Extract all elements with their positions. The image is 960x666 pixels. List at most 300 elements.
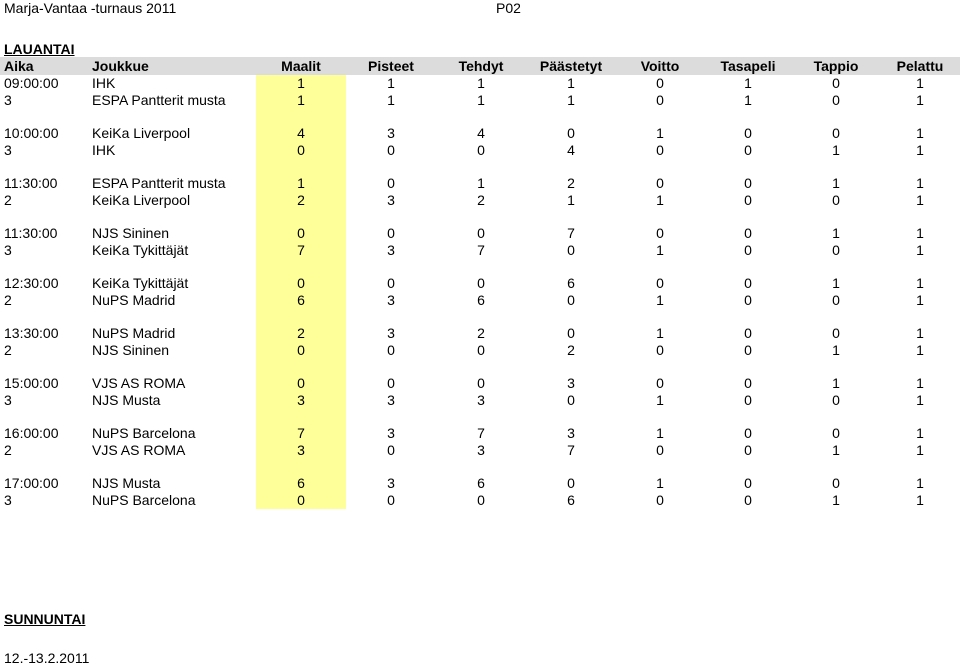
column-header: Joukkue (88, 57, 256, 75)
table-cell: 0 (567, 242, 575, 258)
table-cell: NJS Musta (92, 475, 161, 491)
spacer-cell (88, 209, 256, 225)
spacer-cell (346, 359, 436, 375)
table-cell: 3 (4, 142, 12, 158)
spacer-cell (704, 109, 792, 125)
spacer-cell (0, 409, 88, 425)
table-cell: 0 (832, 192, 840, 208)
table-cell: 1 (916, 242, 924, 258)
table-cell: 0 (656, 142, 664, 158)
table-cell: 1 (916, 175, 924, 191)
table-cell: 0 (256, 225, 346, 242)
spacer-cell (0, 459, 88, 475)
spacer-cell (436, 359, 526, 375)
spacer-cell (0, 359, 88, 375)
table-cell: 0 (387, 375, 395, 391)
table-cell: VJS AS ROMA (92, 442, 186, 458)
table-cell: KeiKa Tykittäjät (92, 242, 189, 258)
table-cell: 0 (387, 492, 395, 508)
table-cell: 2 (4, 292, 12, 308)
table-cell: 4 (477, 125, 485, 141)
spacer-cell (346, 209, 436, 225)
spacer-cell (346, 109, 436, 125)
table-cell: 6 (567, 275, 575, 291)
spacer-cell (436, 309, 526, 325)
table-cell: 3 (387, 125, 395, 141)
table-cell: 2 (477, 325, 485, 341)
table-row (0, 275, 960, 292)
table-cell: 0 (656, 92, 664, 108)
spacer-cell (526, 309, 616, 325)
table-cell: 6 (477, 292, 485, 308)
spacer-cell (436, 409, 526, 425)
table-row (0, 75, 960, 92)
spacer-cell (792, 259, 880, 275)
table-row (0, 392, 960, 409)
spacer-cell (704, 409, 792, 425)
table-cell: 0 (744, 475, 752, 491)
spacer-cell (616, 409, 704, 425)
spacer-cell (88, 459, 256, 475)
table-cell: 1 (916, 375, 924, 391)
table-cell: 0 (387, 142, 395, 158)
table-row (0, 342, 960, 359)
spacer-cell (436, 259, 526, 275)
table-row (0, 225, 960, 242)
table-cell: ESPA Pantterit musta (92, 92, 226, 108)
spacer-cell (880, 259, 960, 275)
table-cell: 6 (567, 492, 575, 508)
spacer-cell (616, 209, 704, 225)
section-sunday: SUNNUNTAI (4, 611, 86, 627)
table-cell: 0 (477, 375, 485, 391)
table-cell: 12:30:00 (4, 275, 59, 291)
table-cell: 1 (477, 75, 485, 91)
table-cell: KeiKa Liverpool (92, 125, 191, 141)
spacer-cell (880, 159, 960, 175)
table-row (0, 425, 960, 442)
table-cell: 1 (567, 192, 575, 208)
spacer-cell (704, 159, 792, 175)
spacer-cell (704, 359, 792, 375)
table-cell: 0 (832, 325, 840, 341)
table-cell: 0 (744, 142, 752, 158)
spacer-cell (0, 109, 88, 125)
table-cell: 0 (567, 475, 575, 491)
spacer-cell (256, 109, 346, 125)
table-cell: 0 (744, 275, 752, 291)
table-cell: 1 (477, 92, 485, 108)
spacer-cell (704, 259, 792, 275)
table-cell: 3 (477, 392, 485, 408)
table-cell: 1 (916, 392, 924, 408)
table-cell: 1 (832, 175, 840, 191)
table-cell: 1 (832, 492, 840, 508)
table-cell: 1 (832, 375, 840, 391)
results-table (0, 57, 960, 509)
table-cell: 3 (4, 92, 12, 108)
table-cell: 1 (387, 75, 395, 91)
table-cell: 0 (656, 275, 664, 291)
table-cell: 7 (256, 242, 346, 259)
table-cell: 1 (744, 75, 752, 91)
spacer-cell (792, 459, 880, 475)
table-cell: 11:30:00 (4, 225, 58, 241)
table-cell: 7 (477, 242, 485, 258)
table-row (0, 292, 960, 309)
spacer-cell (346, 309, 436, 325)
spacer-cell (526, 359, 616, 375)
table-cell: 1 (916, 342, 924, 358)
table-cell: 2 (567, 342, 575, 358)
spacer-cell (346, 459, 436, 475)
table-cell: 1 (832, 225, 840, 241)
table-cell: 11:30:00 (4, 175, 58, 191)
spacer-cell (256, 409, 346, 425)
spacer-cell (0, 309, 88, 325)
table-cell: 0 (656, 75, 664, 91)
column-header: Pisteet (346, 57, 436, 75)
column-header: Voitto (616, 57, 704, 75)
table-cell: 0 (656, 492, 664, 508)
table-cell: NuPS Barcelona (92, 492, 196, 508)
table-cell: 0 (387, 275, 395, 291)
spacer-row (0, 209, 960, 225)
spacer-cell (880, 409, 960, 425)
table-cell: 13:30:00 (4, 325, 59, 341)
table-cell: 0 (744, 442, 752, 458)
table-row (0, 475, 960, 492)
table-cell: 0 (656, 375, 664, 391)
table-row (0, 492, 960, 509)
table-cell: 0 (832, 92, 840, 108)
table-cell: 0 (832, 425, 840, 441)
table-cell: 0 (744, 242, 752, 258)
spacer-cell (792, 359, 880, 375)
table-cell: 1 (916, 92, 924, 108)
table-cell: 3 (4, 242, 12, 258)
footer-date: 12.-13.2.2011 (4, 650, 90, 666)
table-cell: 3 (477, 442, 485, 458)
table-cell: 1 (656, 425, 664, 441)
table-cell: 3 (387, 242, 395, 258)
table-cell: 4 (567, 142, 575, 158)
table-cell: ESPA Pantterit musta (92, 175, 226, 191)
table-cell: 1 (916, 192, 924, 208)
table-cell: 2 (4, 442, 12, 458)
table-cell: 6 (256, 292, 346, 309)
column-header: Pelattu (880, 57, 960, 75)
table-cell: 2 (4, 342, 12, 358)
spacer-cell (616, 109, 704, 125)
table-row (0, 442, 960, 459)
spacer-cell (436, 109, 526, 125)
table-cell: 0 (256, 342, 346, 359)
table-cell: 10:00:00 (4, 125, 59, 141)
spacer-cell (346, 159, 436, 175)
table-cell: 0 (387, 342, 395, 358)
table-cell: 1 (832, 142, 840, 158)
spacer-cell (792, 209, 880, 225)
table-cell: 1 (256, 75, 346, 92)
spacer-cell (526, 459, 616, 475)
table-cell: 0 (744, 392, 752, 408)
table-cell: 1 (916, 125, 924, 141)
column-header: Tasapeli (704, 57, 792, 75)
spacer-cell (88, 259, 256, 275)
table-cell: 0 (832, 125, 840, 141)
table-cell: 0 (567, 292, 575, 308)
table-cell: 3 (387, 475, 395, 491)
table-cell: 3 (4, 492, 12, 508)
spacer-cell (436, 159, 526, 175)
group-label: P02 (496, 0, 521, 16)
table-cell: 2 (4, 192, 12, 208)
table-cell: 0 (656, 175, 664, 191)
table-cell: 4 (256, 125, 346, 142)
table-cell: 0 (477, 225, 485, 241)
table-cell: 0 (744, 125, 752, 141)
table-cell: VJS AS ROMA (92, 375, 186, 391)
table-cell: 7 (256, 425, 346, 442)
table-cell: 2 (477, 192, 485, 208)
table-cell: 0 (256, 142, 346, 159)
section-saturday: LAUANTAI (4, 41, 75, 57)
spacer-cell (0, 259, 88, 275)
spacer-cell (526, 109, 616, 125)
table-cell: 0 (744, 375, 752, 391)
spacer-cell (526, 259, 616, 275)
table-cell: 0 (656, 442, 664, 458)
table-cell: 0 (744, 225, 752, 241)
table-cell: 09:00:00 (4, 75, 59, 91)
tournament-title: Marja-Vantaa -turnaus 2011 (4, 0, 177, 16)
table-row (0, 192, 960, 209)
table-cell: 3 (256, 442, 346, 459)
column-header: Tappio (792, 57, 880, 75)
table-cell: IHK (92, 75, 116, 91)
table-cell: 1 (916, 292, 924, 308)
table-cell: NuPS Madrid (92, 292, 176, 308)
table-cell: 1 (916, 75, 924, 91)
table-cell: 0 (477, 492, 485, 508)
spacer-cell (526, 159, 616, 175)
table-cell: 17:00:00 (4, 475, 59, 491)
table-row (0, 242, 960, 259)
table-cell: 1 (387, 92, 395, 108)
spacer-cell (436, 459, 526, 475)
spacer-cell (256, 259, 346, 275)
table-cell: 0 (744, 175, 752, 191)
table-cell: NuPS Madrid (92, 325, 176, 341)
table-cell: 0 (744, 425, 752, 441)
table-cell: 3 (387, 192, 395, 208)
table-cell: 1 (656, 475, 664, 491)
table-cell: 3 (256, 392, 346, 409)
table-cell: 1 (656, 125, 664, 141)
spacer-cell (88, 159, 256, 175)
column-header: Tehdyt (436, 57, 526, 75)
table-cell: 0 (567, 325, 575, 341)
table-cell: 1 (567, 75, 575, 91)
table-cell: 7 (477, 425, 485, 441)
table-cell: 1 (656, 242, 664, 258)
table-cell: 0 (744, 325, 752, 341)
table-cell: 3 (567, 425, 575, 441)
spacer-cell (436, 209, 526, 225)
spacer-row (0, 459, 960, 475)
table-cell: 2 (256, 325, 346, 342)
spacer-cell (88, 109, 256, 125)
table-cell: 0 (567, 125, 575, 141)
spacer-cell (616, 459, 704, 475)
spacer-cell (792, 409, 880, 425)
table-cell: NJS Sininen (92, 225, 170, 241)
column-header: Aika (0, 57, 88, 75)
table-row (0, 175, 960, 192)
table-cell: 0 (832, 242, 840, 258)
table-cell: 1 (656, 192, 664, 208)
table-cell: 1 (916, 442, 924, 458)
table-cell: KeiKa Tykittäjät (92, 275, 189, 291)
table-cell: 0 (477, 275, 485, 291)
table-cell: 0 (832, 475, 840, 491)
table-cell: 7 (567, 442, 575, 458)
table-row (0, 92, 960, 109)
spacer-cell (792, 309, 880, 325)
table-cell: NJS Musta (92, 392, 161, 408)
spacer-row (0, 309, 960, 325)
table-cell: 1 (916, 325, 924, 341)
table-cell: 0 (832, 292, 840, 308)
spacer-cell (256, 309, 346, 325)
spacer-cell (256, 359, 346, 375)
table-cell: 0 (477, 342, 485, 358)
spacer-row (0, 159, 960, 175)
spacer-cell (88, 309, 256, 325)
spacer-cell (88, 359, 256, 375)
table-cell: 1 (916, 142, 924, 158)
table-cell: 3 (387, 325, 395, 341)
spacer-cell (880, 459, 960, 475)
table-cell: 6 (477, 475, 485, 491)
table-cell: 1 (916, 225, 924, 241)
table-cell: 6 (256, 475, 346, 492)
spacer-cell (880, 359, 960, 375)
table-cell: 16:00:00 (4, 425, 59, 441)
table-cell: 15:00:00 (4, 375, 59, 391)
spacer-cell (792, 109, 880, 125)
table-cell: 0 (256, 492, 346, 509)
table-cell: 3 (4, 392, 12, 408)
table-cell: 1 (916, 425, 924, 441)
table-cell: 1 (656, 325, 664, 341)
table-cell: 1 (477, 175, 485, 191)
table-cell: 0 (477, 142, 485, 158)
spacer-row (0, 359, 960, 375)
spacer-cell (704, 309, 792, 325)
table-cell: 1 (744, 92, 752, 108)
spacer-cell (88, 409, 256, 425)
table-cell: 0 (832, 392, 840, 408)
table-cell: KeiKa Liverpool (92, 192, 191, 208)
spacer-cell (346, 259, 436, 275)
spacer-cell (526, 409, 616, 425)
spacer-cell (256, 159, 346, 175)
spacer-row (0, 409, 960, 425)
table-cell: 1 (832, 442, 840, 458)
table-cell: 0 (387, 442, 395, 458)
spacer-cell (704, 459, 792, 475)
spacer-row (0, 259, 960, 275)
spacer-cell (880, 209, 960, 225)
spacer-cell (346, 409, 436, 425)
spacer-cell (616, 359, 704, 375)
spacer-cell (616, 259, 704, 275)
table-cell: 1 (256, 175, 346, 192)
table-cell: 3 (387, 292, 395, 308)
spacer-row (0, 109, 960, 125)
spacer-cell (616, 309, 704, 325)
table-cell: 2 (256, 192, 346, 209)
table-cell: 0 (832, 75, 840, 91)
table-cell: 1 (832, 275, 840, 291)
table-cell: 3 (387, 425, 395, 441)
table-cell: 0 (744, 292, 752, 308)
table-cell: 1 (656, 392, 664, 408)
spacer-cell (880, 109, 960, 125)
table-cell: 0 (656, 225, 664, 241)
spacer-cell (526, 209, 616, 225)
table-cell: 1 (567, 92, 575, 108)
table-cell: 1 (656, 292, 664, 308)
table-row (0, 325, 960, 342)
spacer-cell (256, 459, 346, 475)
table-cell: 1 (916, 275, 924, 291)
table-cell: 3 (387, 392, 395, 408)
table-cell: IHK (92, 142, 116, 158)
table-cell: NuPS Barcelona (92, 425, 196, 441)
spacer-cell (616, 159, 704, 175)
table-cell: 0 (256, 375, 346, 392)
table-cell: 0 (567, 392, 575, 408)
spacer-cell (0, 159, 88, 175)
spacer-cell (256, 209, 346, 225)
column-header: Päästetyt (526, 57, 616, 75)
table-cell: 0 (656, 342, 664, 358)
table-cell: 0 (744, 492, 752, 508)
table-cell: 0 (744, 192, 752, 208)
table-cell: 2 (567, 175, 575, 191)
table-cell: 0 (387, 225, 395, 241)
table-row (0, 142, 960, 159)
table-cell: 1 (916, 492, 924, 508)
spacer-cell (704, 209, 792, 225)
table-cell: 0 (256, 275, 346, 292)
spacer-cell (792, 159, 880, 175)
table-cell: 0 (387, 175, 395, 191)
table-cell: 0 (744, 342, 752, 358)
table-cell: 1 (256, 92, 346, 109)
table-row (0, 125, 960, 142)
table-cell: 1 (916, 475, 924, 491)
table-row (0, 375, 960, 392)
table-cell: 1 (832, 342, 840, 358)
spacer-cell (880, 309, 960, 325)
spacer-cell (0, 209, 88, 225)
table-cell: 7 (567, 225, 575, 241)
table-header-row (0, 57, 960, 75)
